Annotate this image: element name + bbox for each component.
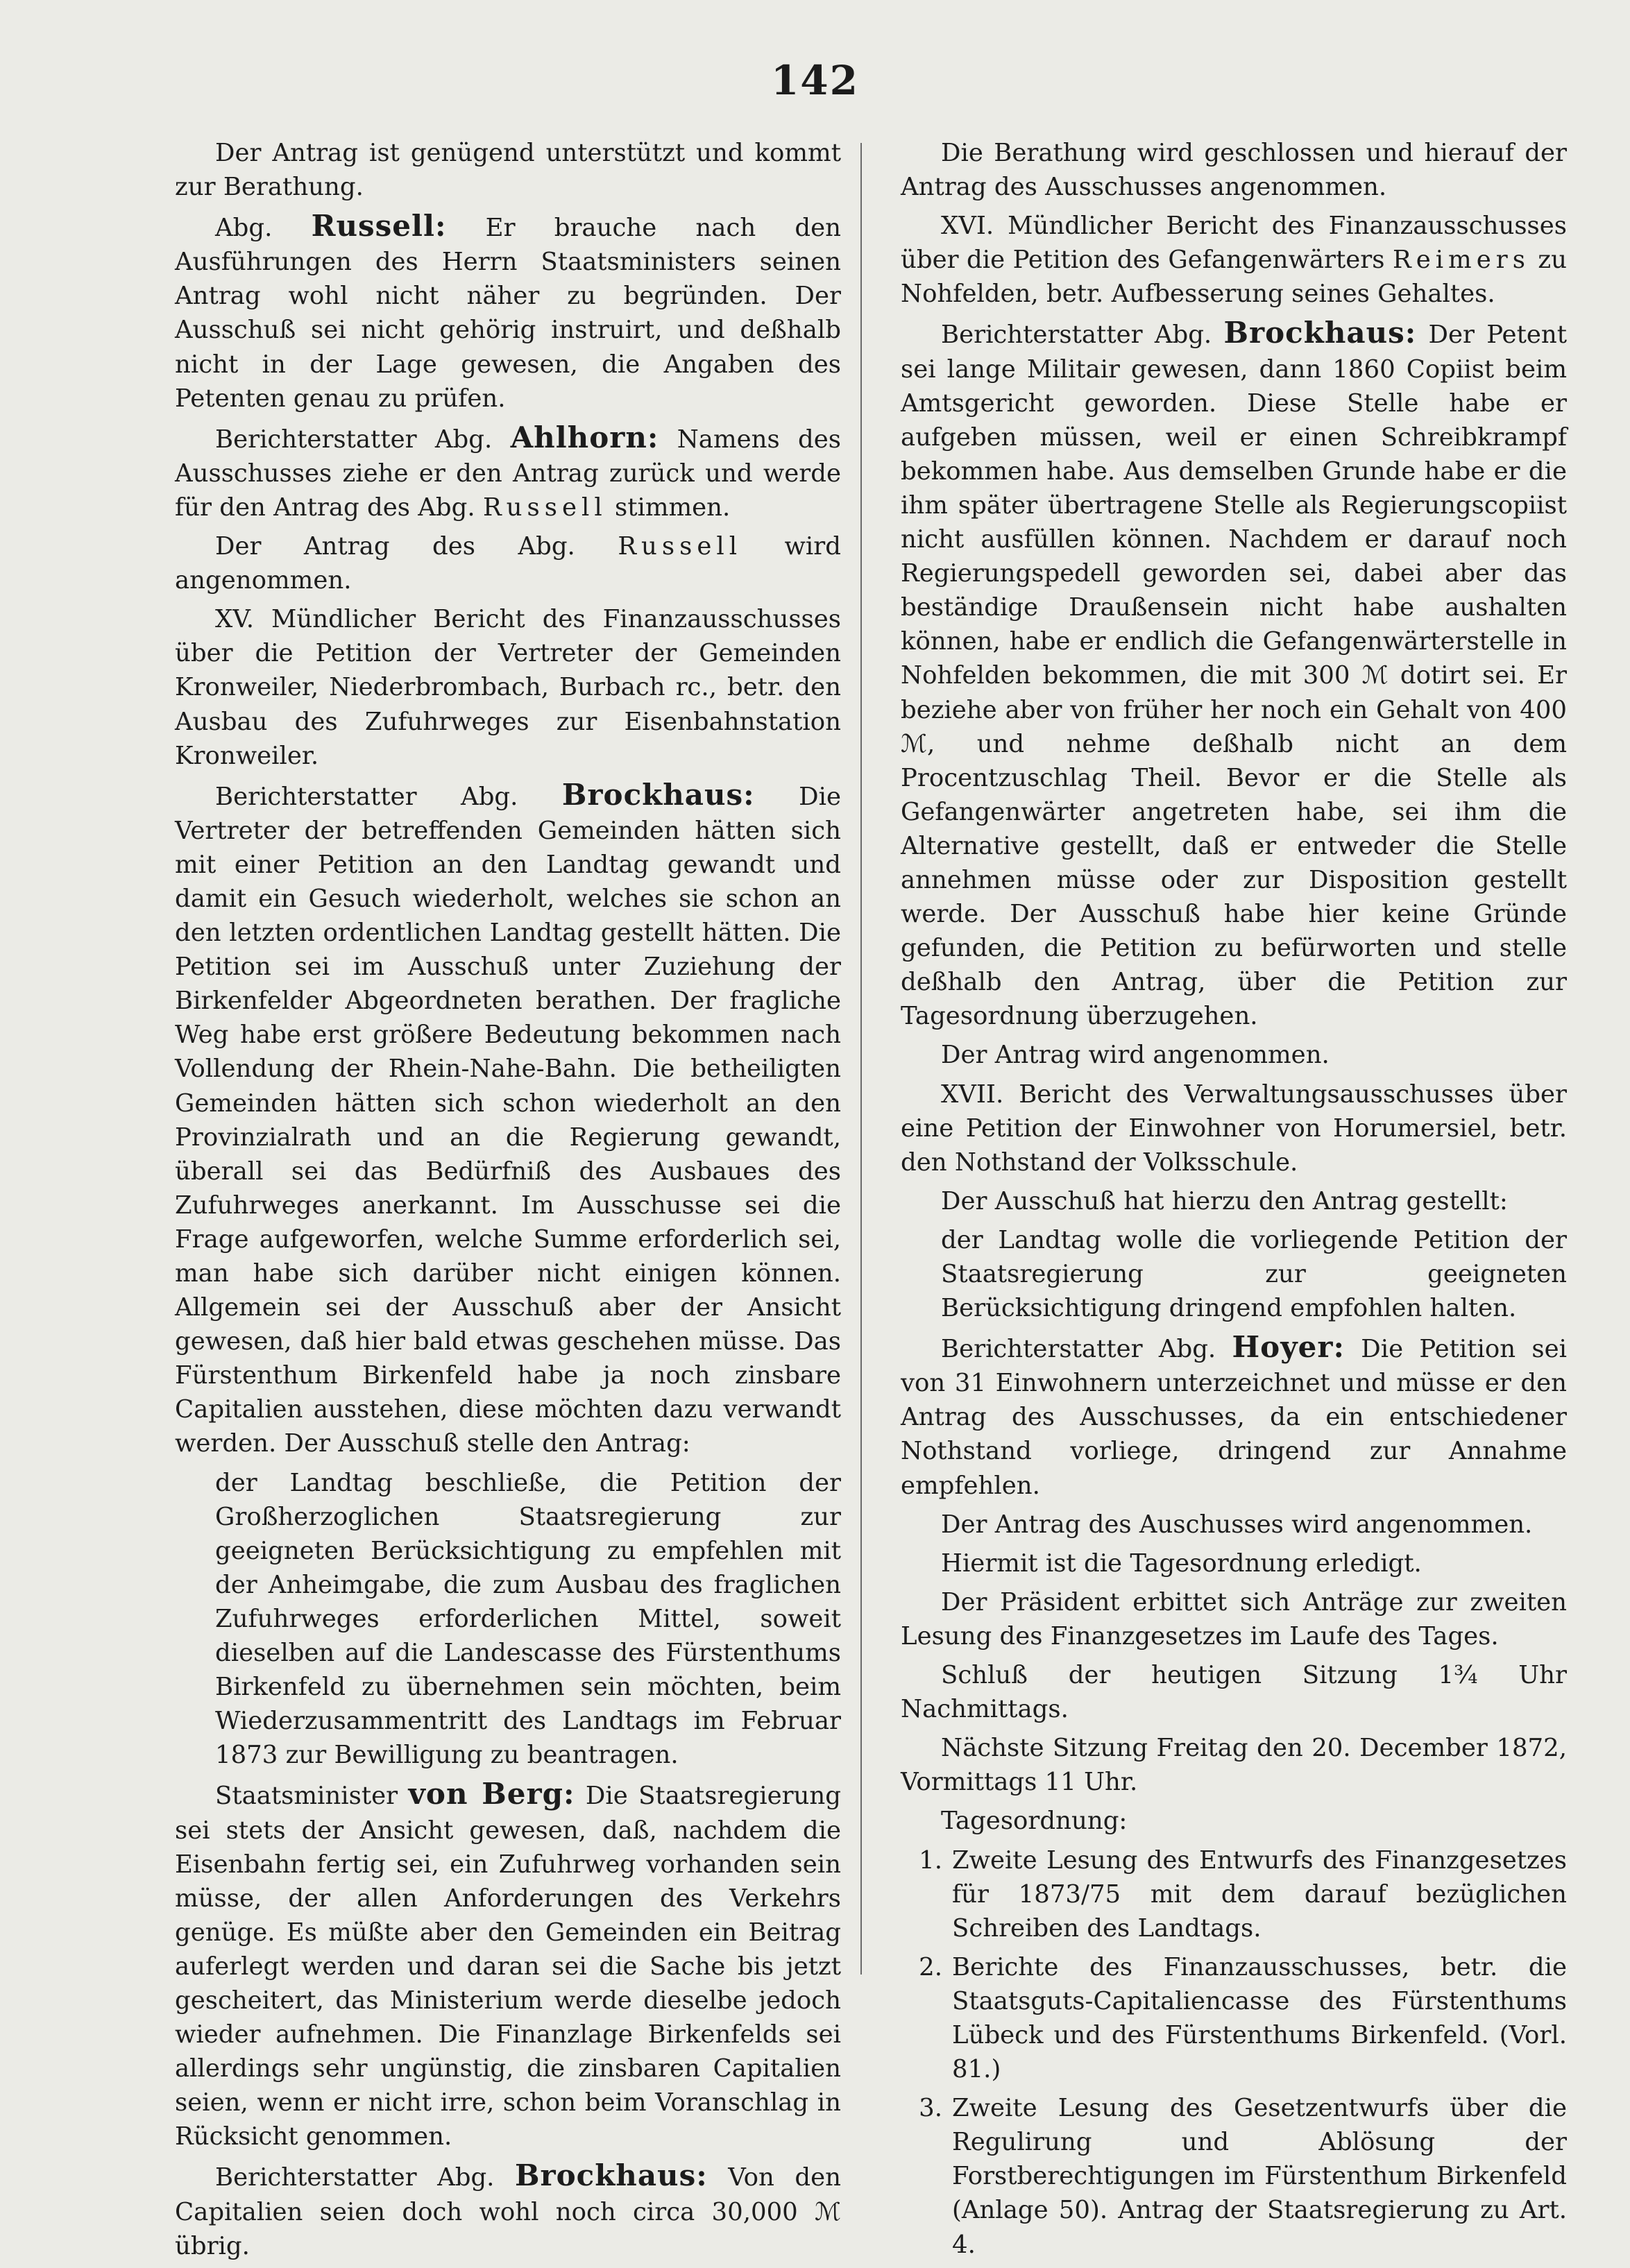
paragraph-text: zu Nohfelden, betr. Aufbesserung seines Gehaltes. xyxy=(901,246,1567,309)
paragraph: Der Antrag wird angenommen. xyxy=(941,1041,1330,1070)
paragraph: Hiermit ist die Tagesordnung erledigt. xyxy=(941,1549,1422,1578)
agenda-item xyxy=(901,2091,1567,2261)
speaker-prefix: Berichterstatter Abg. xyxy=(215,2163,495,2192)
speaker-name: von Berg: xyxy=(408,1777,575,1811)
speaker-prefix: Abg. xyxy=(215,214,273,243)
paragraph: Der Antrag des Auschusses wird angenommen. xyxy=(941,1510,1533,1539)
section-heading: XVII. Bericht des Verwaltungsausschusses über eine Petition der Einwohner von Horumersiel, betr. den Nothstand der Volksschule. xyxy=(901,1080,1567,1177)
paragraph-text: Die Petition sei von 31 Einwohnern unterzeichnet und müsse er den Antrag des Ausschusses, da ein entschiedener Nothstand vorliege, dringend zur Annahme empfehlen. xyxy=(901,1335,1567,1500)
paragraph: Schluß der heutigen Sitzung 1¾ Uhr Nachmittags. xyxy=(901,1661,1567,1724)
speaker-name: Russell: xyxy=(311,209,447,244)
agenda-list xyxy=(901,1843,1567,2262)
paragraph-text: Der Petent sei lange Militair gewesen, dann 1860 Copiist beim Amtsgericht geworden. Diese Stelle habe er aufgeben müssen, weil er einen Schreibkrampf bekommen habe. Aus demselben Grunde habe er die ihm später übertragene Stelle als Regierungscopiist nicht ausfüllen können. Nachdem er darauf noch Regierungspedell geworden sei, dabei aber das beständige Draußensein nicht habe aushalten können, habe er endlich die Gefangenwärterstelle in Nohfelden bekommen, die mit 300 ℳ dotirt sei. Er beziehe aber von früher her noch ein Gehalt von 400 ℳ, und nehme deßhalb nicht an dem Procentzuschlag Theil. Bevor er die Stelle als Gefangenwärter angetreten habe, sei ihm die Alternative gestellt, daß er entweder die Stelle annehmen müsse oder zur Disposition gestellt werde. Der Ausschuß habe hier keine Gründe gefunden, die Petition zu befürworten und stelle deßhalb den Antrag, über die Petition zur Tagesordnung überzugehen. xyxy=(901,321,1567,1031)
speaker-name: Brockhaus: xyxy=(1223,316,1417,350)
speaker-prefix: Staatsminister xyxy=(215,1782,398,1811)
paragraph-text: Der Antrag des Abg. xyxy=(215,532,575,561)
paragraph xyxy=(175,1777,841,2154)
section-heading xyxy=(901,209,1567,311)
paragraph-text: Die Staatsregierung sei stets der Ansicht gewesen, daß, nachdem die Eisenbahn fertig sei, ein Zufuhrweg vorhanden sein müsse, der allen Anforderungen des Verkehrs genüge. Es müßte aber den Gemeinden ein Beitrag auferlegt werden und daran sei die Sache bis jetzt gescheitert, das Ministerium werde dieselbe jedoch wieder aufnehmen. Die Finanzlage Birkenfelds sei allerdings sehr ungünstig, die zinsbaren Capitalien seien, wenn er nicht irre, schon beim Voranschlag in Rücksicht genommen. xyxy=(175,1782,841,2151)
paragraph: Nächste Sitzung Freitag den 20. December 1872, Vormittags 11 Uhr. xyxy=(901,1734,1567,1797)
agenda-item xyxy=(901,1950,1567,2086)
paragraph xyxy=(901,316,1567,1033)
agenda-number: 3. xyxy=(919,2094,942,2123)
paragraph-text: stimmen. xyxy=(615,493,731,522)
spaced-name: Reimers xyxy=(1392,246,1530,275)
spaced-name: Russell xyxy=(618,532,742,561)
column-divider xyxy=(860,143,862,1975)
speaker-name: Hoyer: xyxy=(1232,1330,1345,1365)
agenda-text: Zweite Lesung des Gesetzentwurfs über die Regulirung und Ablösung der Forstberechtigungen im Fürstenthum Birkenfeld (Anlage 50). Antrag der Staatsregierung zu Art. 4. xyxy=(952,2094,1567,2259)
paragraph xyxy=(175,420,841,525)
paragraph-text: wird angenommen. xyxy=(175,532,841,595)
paragraph-text: Namens des Ausschusses ziehe er den Antrag zurück und werde für den Antrag des Abg. xyxy=(175,425,841,522)
paragraph: Der Antrag ist genügend unterstützt und kommt zur Berathung. xyxy=(175,139,841,202)
paragraph xyxy=(901,1330,1567,1502)
speaker-name: Ahlhorn: xyxy=(510,420,659,454)
speaker-prefix: Berichterstatter Abg. xyxy=(941,321,1212,350)
paragraph: Der Präsident erbittet sich Anträge zur zweiten Lesung des Finanzgesetzes im Laufe des Tages. xyxy=(901,1587,1567,1651)
agenda-heading: Tagesordnung: xyxy=(941,1807,1128,1836)
paragraph xyxy=(175,529,841,597)
paragraph: Der Ausschuß hat hierzu den Antrag gestellt: xyxy=(941,1186,1508,1216)
page-number: 142 xyxy=(770,57,860,104)
paragraph: Die Berathung wird geschlossen und hierauf der Antrag des Ausschusses angenommen. xyxy=(901,139,1567,202)
agenda-number: 1. xyxy=(919,1845,942,1875)
motion-text: der Landtag beschließe, die Petition der Großherzoglichen Staatsregierung zur geeigneten Berücksichtigung zu empfehlen mit der Anheimgabe, die zum Ausbau des fraglichen Zufuhrweges erforderlichen Mittel, soweit dieselben auf die Landescasse des Fürstenthums Birkenfeld zu übernehmen sein möchten, beim Wiederzusammentritt des Landtags im Februar 1873 zur Bewilligung zu beantragen. xyxy=(215,1468,841,1770)
speaker-prefix: Berichterstatter Abg. xyxy=(941,1335,1216,1364)
agenda-number: 2. xyxy=(919,1952,942,1981)
speaker-name: Brockhaus: xyxy=(561,777,755,812)
motion-text: der Landtag wolle die vorliegende Petition der Staatsregierung zur geeigneten Berücksichtigung dringend empfohlen halten. xyxy=(941,1225,1567,1323)
speaker-name: Brockhaus: xyxy=(514,2158,708,2193)
paragraph xyxy=(175,2158,841,2262)
paragraph-text: Er brauche nach den Ausführungen des Herrn Staatsministers seinen Antrag wohl nicht näher zu begründen. Der Ausschuß sei nicht gehörig instruirt, und deßhalb nicht in der Lage gewesen, die Angaben des Petenten genau zu prüfen. xyxy=(175,214,841,413)
left-column xyxy=(175,136,841,2268)
paragraph-text: XVI. Mündlicher Bericht des Finanzausschusses über die Petition des Gefangenwärters xyxy=(901,212,1567,275)
speaker-prefix: Berichterstatter Abg. xyxy=(215,782,518,811)
paragraph xyxy=(175,209,841,416)
paragraph-text: Die Vertreter der betreffenden Gemeinden hätten sich mit einer Petition an den Landtag gewandt und damit ein Gesuch wiederholt, welches sie schon an den letzten ordentlichen Landtag gestellt hätten. Die Petition sei im Ausschuß unter Zuziehung der Birkenfelder Abgeordneten berathen. Der fragliche Weg habe erst größere Bedeutung bekommen nach Vollendung der Rhein-Nahe-Bahn. Die betheiligten Gemeinden hätten sich schon wiederholt an den Provinzialrath und an die Regierung gewandt, überall sei das Bedürfniß des Ausbaues des Zufuhrweges anerkannt. Im Ausschusse sei die Frage aufgeworfen, welche Summe erforderlich sei, man habe sich darüber nicht einigen können. Allgemein sei der Ausschuß aber der Ansicht gewesen, daß hier bald etwas geschehen müsse. Das Fürstenthum Birkenfeld habe ja noch zinsbare Capitalien ausstehen, diese möchten dazu verwandt werden. Der Ausschuß stelle den Antrag: xyxy=(175,782,841,1458)
agenda-text: Berichte des Finanzausschusses, betr. die Staatsguts-Capitaliencasse des Fürstenthums Lübeck und des Fürstenthums Birkenfeld. (Vorl. 81.) xyxy=(952,1952,1567,2084)
paragraph-text: Von den Capitalien seien doch wohl noch circa 30,000 ℳ übrig. xyxy=(175,2163,841,2260)
agenda-item xyxy=(901,1843,1567,1945)
right-column xyxy=(901,136,1567,2267)
speaker-prefix: Berichterstatter Abg. xyxy=(215,425,493,454)
spaced-name: Russell xyxy=(482,493,607,522)
section-heading: XV. Mündlicher Bericht des Finanzausschusses über die Petition der Vertreter der Gemeinden Kronweiler, Niederbrombach, Burbach rc., betr. den Ausbau des Zufuhrweges zur Eisenbahnstation Kronweiler. xyxy=(175,605,841,770)
paragraph xyxy=(175,778,841,1461)
agenda-text: Zweite Lesung des Entwurfs des Finanzgesetzes für 1873/75 mit dem darauf bezüglichen Schreiben des Landtags. xyxy=(952,1845,1567,1943)
